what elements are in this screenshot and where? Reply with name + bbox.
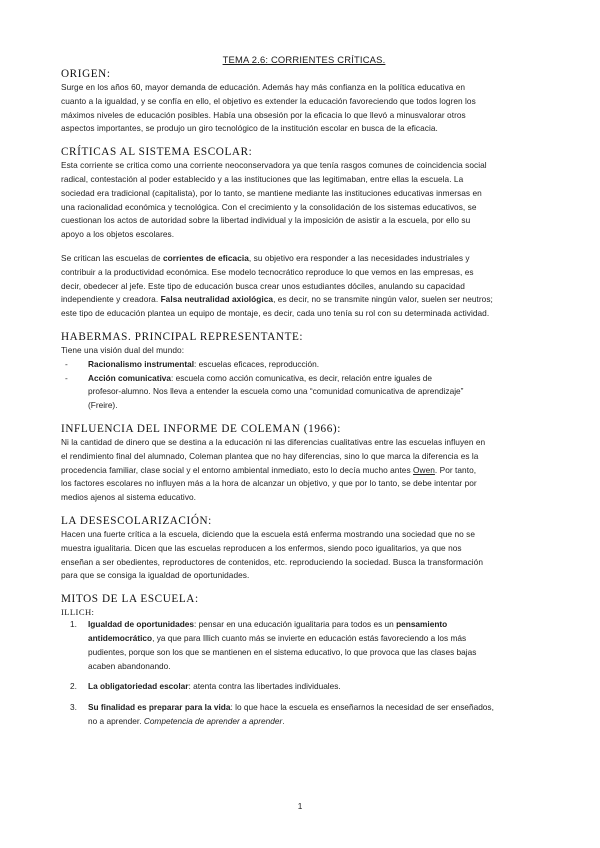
criticas-paragraph-1 — [61, 159, 547, 242]
text-line: Esta corriente se critica como una corriente neoconservadora ya que tenía rasgos comunes de coincidencia social — [61, 160, 487, 171]
list-item — [61, 680, 547, 694]
term-accion-comunicativa: Acción comunicativa — [88, 372, 171, 383]
heading-mitos: MITOS DE LA ESCUELA: — [61, 593, 199, 606]
list-item — [61, 618, 547, 673]
item-number: 1. — [70, 619, 77, 630]
section-mitos — [61, 593, 547, 729]
dash-bullet: - — [65, 372, 68, 383]
heading-coleman: INFLUENCIA DEL INFORME DE COLEMAN (1966): — [61, 422, 341, 435]
text-line: decir, obedecer al jefe. Este tipo de educación busca crear unos estudiantes dóciles, anulando su capacidad — [61, 280, 465, 291]
text-line: Ni la cantidad de dinero que se destina a la educación ni las diferencias cualitativas entre las escuelas influyen en — [61, 436, 486, 447]
text-line: medios ajenos al sistema educativo. — [61, 492, 197, 503]
text-run: procedencia familiar, clase social y el entorno ambiental inmediato, esto lo decía mucho antes — [61, 464, 414, 475]
section-criticas — [61, 146, 547, 321]
text-line: profesor-alumno. Nos lleva a entender la escuela como una “comunidad comunicativa de aprendizaje” — [88, 386, 464, 397]
text-line: sociedad era tradicional (capitalista), por lo tanto, se mantiene mediante las instituciones educativas inmersas en — [61, 187, 482, 198]
text-line: enseñan a ser obedientes, reproductores de contenidos, etc. reproduciendo la sociedad. Busca la transformación — [61, 556, 483, 567]
text-line: máximos niveles de educación posibles. Había una obsesión por la eficacia lo que llevó a minusvalorar otros — [61, 109, 466, 120]
term-finalidad: Su finalidad es preparar para la vida — [88, 702, 231, 713]
text-run: no a aprender. — [88, 715, 144, 726]
text-line: este tipo de educación plantea un equipo de montaje, es decir, cada uno tenía su rol con su determinada actividad. — [61, 308, 490, 319]
origen-paragraph — [61, 81, 547, 136]
text-line: el rendimiento final del alumnado, Coleman plantea que no hay diferencias, sino lo que marca la diferencia es la — [61, 450, 479, 461]
desescolarizacion-paragraph — [61, 528, 547, 583]
term-falsa-neutralidad: Falsa neutralidad axiológica — [160, 294, 274, 305]
habermas-intro: Tiene una visión dual del mundo: — [61, 344, 185, 355]
page-number: 1 — [297, 801, 303, 811]
section-desescolarizacion — [61, 515, 547, 583]
document-title: TEMA 2.6: CORRIENTES CRÍTICAS. — [222, 54, 386, 65]
text-run: . Por tanto, — [434, 464, 477, 475]
term-corrientes-eficacia: corrientes de eficacia — [162, 252, 249, 263]
list-item — [61, 701, 547, 729]
coleman-paragraph — [61, 436, 547, 505]
term-obligatoriedad: La obligatoriedad escolar — [88, 681, 189, 692]
list-item — [61, 372, 547, 413]
mitos-list — [61, 618, 547, 729]
heading-criticas: CRÍTICAS AL SISTEMA ESCOLAR: — [61, 146, 253, 159]
text-run: independiente y creadora. — [61, 294, 161, 305]
heading-habermas: HABERMAS. PRINCIPAL REPRESENTANTE: — [61, 330, 304, 343]
text-line: acaben abandonando. — [88, 660, 171, 671]
heading-desescolarizacion: LA DESESCOLARIZACIÓN: — [61, 514, 212, 527]
term-competencia: Competencia de aprender a aprender — [143, 715, 283, 726]
text-line: aspectos importantes, se produjo un giro tecnológico de la institución escolar en busca de la eficacia. — [61, 123, 438, 134]
text-run: Se critican las escuelas de — [61, 252, 163, 263]
text-line: radical, contestación al poder establecido y a las instituciones que las legitimaban, entre ellas la escuela. La — [61, 173, 464, 184]
document-body — [61, 54, 547, 729]
text-line: contribuir a la productividad económica. Ese modelo tecnocrático reproduce lo que vemos en las empresas, es — [61, 266, 474, 277]
text-run: : escuela como acción comunicativa, es decir, relación entre iguales de — [171, 372, 433, 383]
list-item — [61, 358, 547, 372]
habermas-list — [61, 358, 547, 413]
text-line: cuestionan los actos de autoridad sobre la libertad individual y la imposición de asistir a la escuela, por ello su — [61, 215, 471, 226]
term-pensamiento: pensamiento — [396, 619, 448, 630]
text-run: , es decir, no se transmite ningún valor, suelen ser neutros; — [273, 294, 493, 305]
text-run: . — [282, 715, 285, 726]
text-line: para que se consiga la igualdad de oportunidades. — [61, 570, 250, 581]
term-igualdad: Igualdad de oportunidades — [88, 619, 195, 630]
term-owen: Owen — [413, 464, 435, 475]
text-line: una racionalidad económica y tecnológica. Con el crecimiento y la consolidación de los sistemas educativos, se — [61, 201, 477, 212]
text-line: Hacen una fuerte crítica a la escuela, diciendo que la escuela está enferma mostrando una sociedad que no se — [61, 528, 476, 539]
text-run: : escuelas eficaces, reproducción. — [194, 358, 320, 369]
heading-origen: ORIGEN: — [61, 68, 111, 80]
text-line: (Freire). — [88, 400, 118, 411]
text-line: muestra igualitaria. Dicen que las escuelas reproducen a los enfermos, siendo poco igualitarios, ya que nos — [61, 542, 462, 553]
text-run: : lo que hace la escuela es enseñarnos la necesidad de ser enseñados, — [230, 702, 494, 713]
section-coleman — [61, 423, 547, 505]
term-antidemocratico: antidemocrático — [88, 632, 153, 643]
text-run: : atenta contra las libertades individuales. — [188, 681, 341, 692]
item-number: 3. — [70, 702, 77, 713]
text-line: pudientes, porque son los que se mantienen en el sistema educativo, lo que provoca que las clases bajas — [88, 646, 477, 657]
item-number: 2. — [70, 681, 77, 692]
text-run: , su objetivo era responder a las necesidades industriales y — [248, 252, 470, 263]
text-line: los factores escolares no influyen más a la hora de alcanzar un objetivo, y que por lo tanto, se debe intentar por — [61, 478, 477, 489]
text-line: apoyo a los objetos escolares. — [61, 229, 175, 240]
author-illich: ILLICH: — [61, 607, 95, 618]
term-racionalismo: Racionalismo instrumental — [88, 358, 195, 369]
section-origen — [61, 68, 547, 136]
dash-bullet: - — [65, 358, 68, 369]
section-habermas — [61, 331, 547, 413]
criticas-paragraph-2 — [61, 252, 547, 321]
text-line: Surge en los años 60, mayor demanda de educación. Además hay más confianza en la política educativa en — [61, 82, 466, 92]
text-run: : pensar en una educación igualitaria para todos es un — [194, 619, 397, 630]
text-line: cuanto a la igualdad, y se confía en ello, el objetivo es extender la educación favoreciendo que todos logren los — [61, 95, 476, 106]
text-run: , ya que para Illich cuanto más se invierte en educación estás favoreciendo a los más — [152, 632, 467, 643]
